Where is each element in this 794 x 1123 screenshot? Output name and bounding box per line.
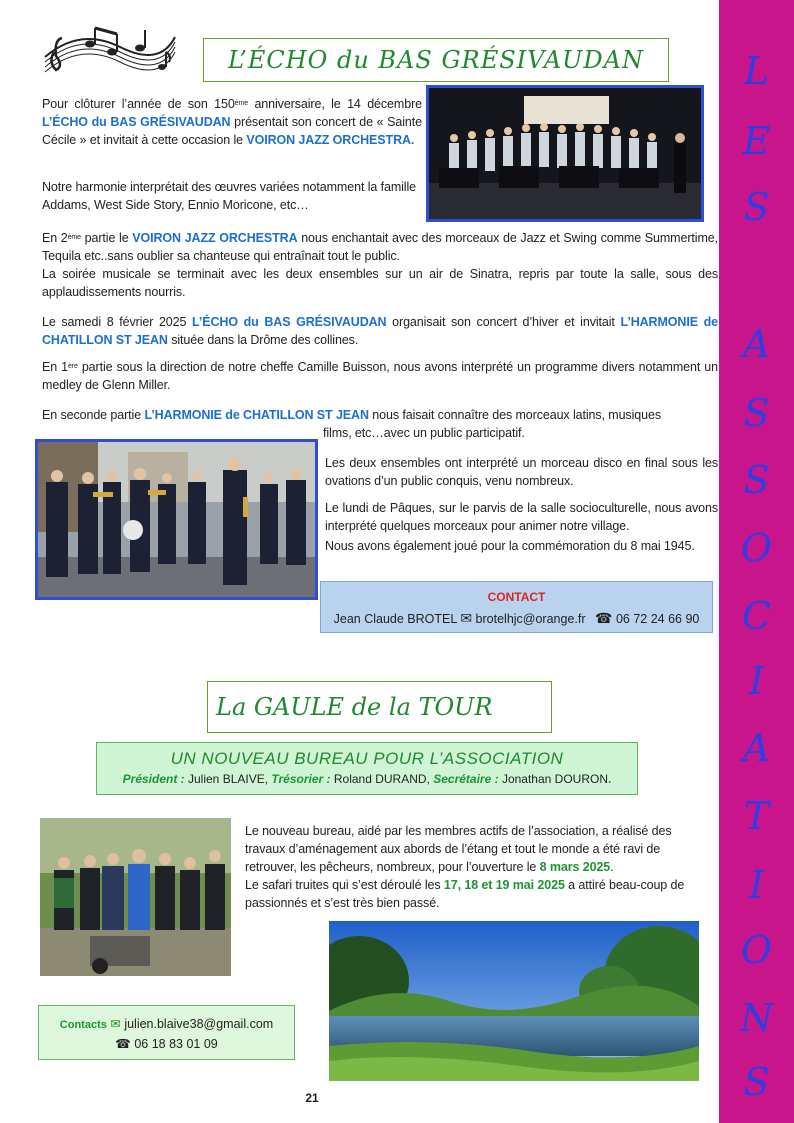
text: Le safari truites qui s’est déroulé les xyxy=(245,878,444,892)
sidebar-letter: A xyxy=(742,322,771,366)
superscript: ère xyxy=(67,363,78,370)
gaule-paragraph-1 xyxy=(245,822,705,876)
sidebar-letter: S xyxy=(743,1060,770,1104)
member: Julien BLAIVE, xyxy=(184,772,272,786)
gaule-paragraph-2 xyxy=(245,876,685,912)
echo-paragraph-6 xyxy=(42,358,718,394)
text: nous faisait connaître des morceaux latins, musiques xyxy=(368,408,661,422)
bureau-box xyxy=(96,742,638,795)
superscript: ème xyxy=(67,234,81,241)
echo-paragraph-7 xyxy=(42,406,718,424)
contact-email-line xyxy=(39,1015,294,1035)
page-number: 21 xyxy=(305,1091,319,1105)
concert-photo xyxy=(426,85,704,222)
sidebar-letter: I xyxy=(748,659,764,703)
contact-line xyxy=(321,610,712,627)
contact-phone-line xyxy=(39,1035,294,1054)
outdoor-band-photo xyxy=(35,439,318,600)
gaule-section-title: La GAULE de la TOUR xyxy=(207,681,552,733)
text: a attiré beau-coup de passionnés et s’est très bien passé. xyxy=(245,878,685,910)
role-label: Président : xyxy=(122,772,185,786)
member: Roland DURAND, xyxy=(330,772,434,786)
text: située dans la Drôme des collines. xyxy=(167,333,359,347)
sidebar-letter: O xyxy=(740,928,773,972)
text: anniversaire, le 14 décembre xyxy=(248,97,422,111)
bureau-members xyxy=(97,772,637,786)
sidebar-letter: I xyxy=(748,863,764,907)
echo-paragraph-9: Le lundi de Pâques, sur le parvis de la salle socioculturelle, nous avons interprété quelques morceaux pour animer notre village. xyxy=(325,501,718,533)
text: nous enchantait avec des morceaux de Jazz et Swing comme Summertime, Tequila etc..sans oublier sa chanteuse qui entraînait tout le public. xyxy=(42,231,718,263)
sidebar-letter: L xyxy=(743,49,770,93)
text: partie sous la direction de notre cheffe Camille Buisson, nous avons interprété un programme divers notamment un medley de Glenn Miller. xyxy=(42,360,718,392)
phone-icon: ☎ xyxy=(115,1037,131,1051)
phone-icon: ☎ xyxy=(595,610,613,626)
echo-paragraph-7-cont: films, etc…avec un public participatif. xyxy=(323,426,525,440)
echo-paragraph-8: Les deux ensembles ont interprété un morceau disco en final sous les ovations d’un public conquis, venu nombreux. xyxy=(325,456,718,488)
text: En seconde partie xyxy=(42,408,145,422)
date-highlight: 8 mars 2025 xyxy=(539,860,611,874)
sidebar-letter: E xyxy=(742,119,771,163)
guest-name: VOIRON JAZZ ORCHESTRA xyxy=(132,231,298,245)
member: Jonathan DOURON xyxy=(498,772,608,786)
text: organisait son concert d’hiver et invitait xyxy=(386,315,621,329)
echo-paragraph-3 xyxy=(42,229,718,265)
sidebar-letter: S xyxy=(743,185,770,229)
sidebar-letter: T xyxy=(743,794,770,838)
text: En 1 xyxy=(42,360,68,374)
echo-paragraph-5 xyxy=(42,313,718,349)
gaule-contact-box xyxy=(38,1005,295,1060)
association-name: L’ÉCHO du BAS GRÉSIVAUDAN xyxy=(42,115,231,129)
sidebar-letter: O xyxy=(740,526,773,570)
punctuation: . xyxy=(608,772,612,786)
echo-paragraph-10: Nous avons également joué pour la commémoration du 8 mai 1945. xyxy=(325,539,695,553)
sidebar-letter: A xyxy=(742,726,771,770)
text: Le nouveau bureau, aidé par les membres actifs de l’association, a réalisé des travaux d’aménagement aux abords de l’étang et tout le monde a été ravi de retrouver, les pêcheurs, nombreux, pour l’ouverture le xyxy=(245,824,672,874)
sidebar-letter: N xyxy=(739,996,774,1040)
contact-phone[interactable]: 06 18 83 01 09 xyxy=(134,1037,218,1051)
guest-name: L’HARMONIE de CHATILLON ST JEAN xyxy=(144,408,369,422)
music-notes-logo xyxy=(40,22,180,82)
envelope-icon: ✉ xyxy=(460,610,473,626)
contact-phone[interactable]: 06 72 24 66 90 xyxy=(615,612,700,626)
contact-email[interactable]: brotelhjc@orange.fr xyxy=(475,612,586,626)
guest-name: L’HARMONIE de CHATILLON ST JEAN xyxy=(42,315,719,347)
date-highlight: 17, 18 et 19 mai 2025 xyxy=(443,878,565,892)
text: présentait son concert de « Sainte Cécile » et invitait à cette occasion le xyxy=(42,115,422,147)
sidebar-letter: C xyxy=(741,594,772,638)
text: Pour clôturer l’année de son 150 xyxy=(42,97,235,111)
contact-label: Contacts xyxy=(59,1019,107,1031)
text: En 2 xyxy=(42,231,68,245)
echo-paragraph-1 xyxy=(42,95,422,149)
echo-paragraph-4: La soirée musicale se terminait avec les deux ensembles sur un air de Sinatra, repris par toute la salle, sous des applaudissements nourris. xyxy=(42,267,718,299)
association-name: L’ÉCHO du BAS GRÉSIVAUDAN xyxy=(192,315,387,329)
club-members-photo xyxy=(40,818,231,976)
role-label: Trésorier : xyxy=(271,772,331,786)
sidebar-letter: S xyxy=(743,458,770,502)
contact-name: Jean Claude BROTEL xyxy=(333,612,457,626)
text: . xyxy=(610,860,614,874)
echo-paragraph-2: Notre harmonie interprétait des œuvres variées notamment la famille Addams, West Side Story, Ennio Moricone, etc… xyxy=(42,180,417,212)
contact-heading: CONTACT xyxy=(487,590,546,604)
text: Le samedi 8 février 2025 xyxy=(42,315,193,329)
superscript: ème xyxy=(234,100,249,107)
bureau-heading: UN NOUVEAU BUREAU POUR L’ASSOCIATION xyxy=(170,749,564,768)
echo-section-title: L’ÉCHO du BAS GRÉSIVAUDAN xyxy=(203,38,669,82)
sidebar-letter: S xyxy=(743,391,770,435)
role-label: Secrétaire : xyxy=(433,772,499,786)
text: partie le xyxy=(80,231,133,245)
envelope-icon: ✉ xyxy=(110,1017,121,1031)
section-sidebar xyxy=(719,0,794,1123)
guest-name: VOIRON JAZZ ORCHESTRA. xyxy=(246,133,415,147)
echo-contact-box xyxy=(320,581,713,633)
contact-email[interactable]: julien.blaive38@gmail.com xyxy=(124,1017,274,1031)
pond-panorama-photo xyxy=(329,921,699,1081)
